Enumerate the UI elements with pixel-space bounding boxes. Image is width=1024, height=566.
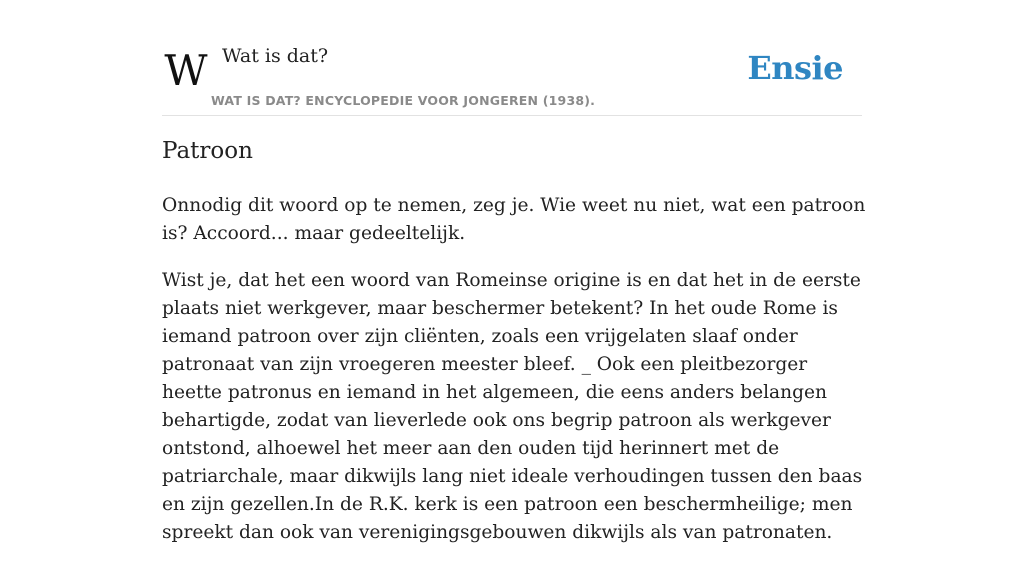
source-title[interactable]: Wat is dat? (222, 45, 329, 67)
entry-card (162, 40, 866, 543)
wikipedia-w-icon (164, 46, 208, 95)
entry-paragraph: Onnodig dit woord op te nemen, zeg je. Wie weet nu niet, wat een patroon is? Accoord... maar gedeeltelijk. (162, 195, 866, 244)
source-header (162, 40, 862, 116)
svg-text:W: W (164, 46, 208, 95)
entry-body (162, 192, 867, 566)
entry-paragraph: Wist je, dat het een woord van Romeinse origine is en dat het in de eerste plaats niet werkgever, maar beschermer betekent? In het oude Rome is iemand patroon over zijn cliënten, zoals een vrijgelaten slaaf onder patronaat van zijn vroegeren meester bleef. _ Ook een pleitbezorger heette patronus en iemand in het algemeen, die eens anders belangen behartigde, zodat van lieverlede ook ons begrip patroon als werkgever ontstond, alhoewel het meer aan den ouden tijd herinnert met de patriarchale, maar dikwijls lang niet ideale verhoudingen tussen den baas en zijn gezellen.In de R.K. kerk is een patroon een beschermheilige; men spreekt dan ook van verenigingsgebouwen dikwijls als van patronaten. (162, 270, 863, 543)
entry-title: Patroon (162, 138, 253, 164)
source-subtitle: WAT IS DAT? ENCYCLOPEDIE VOOR JONGEREN (1938). (211, 93, 596, 108)
ensie-logo-link[interactable]: Ensie (747, 49, 843, 87)
